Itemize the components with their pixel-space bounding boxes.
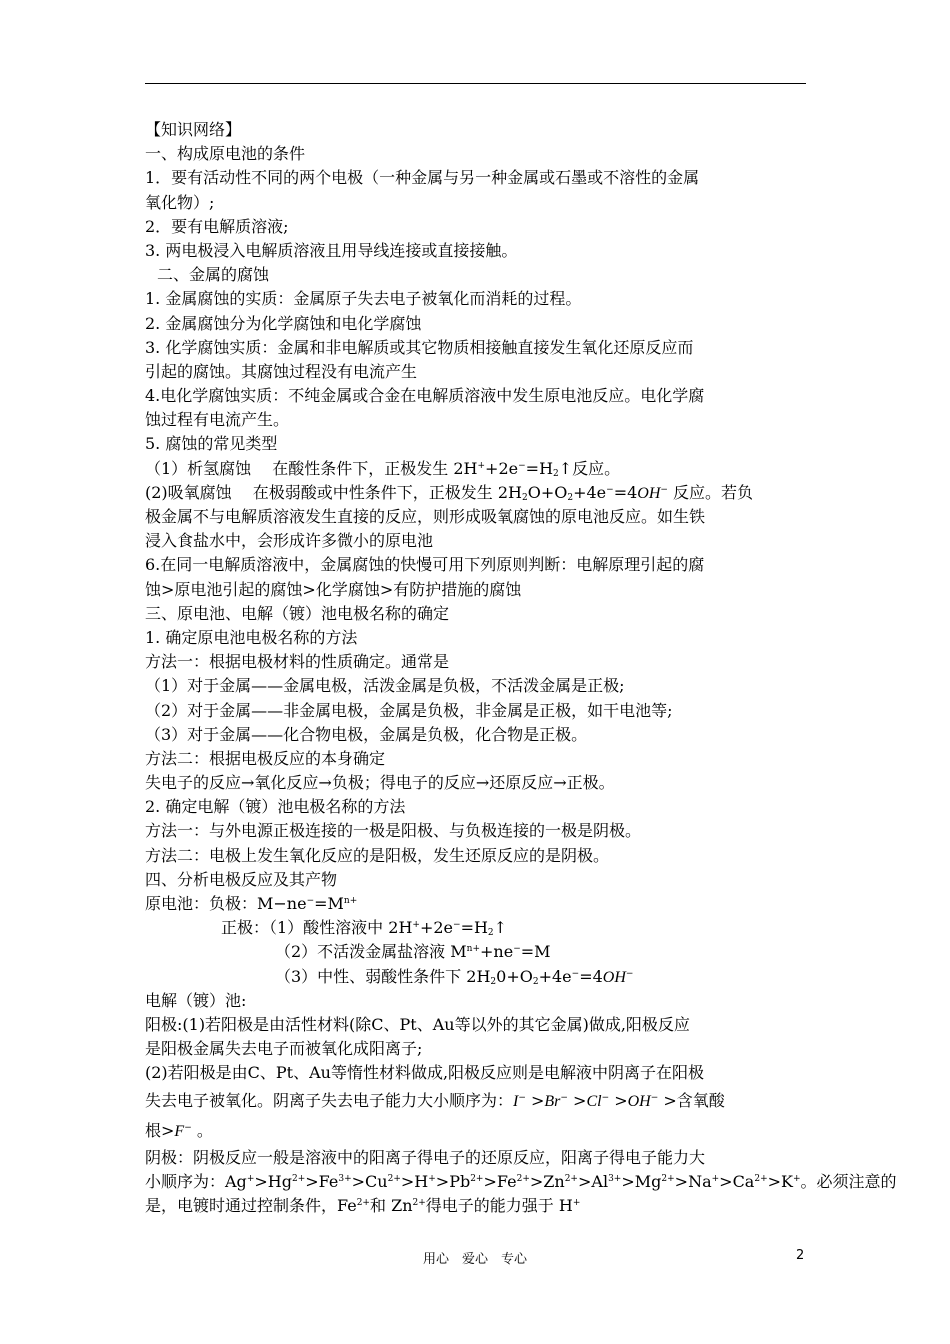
paragraph: (2)若阳极是由C、Pt、Au等惰性材料做成,阳极反应则是电解液中阴离子在阳极 [145,1063,705,1083]
paragraph: 电解（镀）池: [145,990,247,1010]
cation-order-line: 小顺序为：$Ag^+>Hg^{2+}>Fe^{3+}>Cu^{2+}>H^+>Pb^{2+}>Fe^{2+}>Zn^{2+}>Al^{3+}>Mg^{2+}>Na^+>Ca^{2+}>K^+$。必须注意的 [145,1171,897,1191]
oxygen-corrosion-line: (2)吸氧腐蚀 在极弱酸或中性条件下，正极发生 $2H_2O+O_2+4e^-=4OH^-$ 反应。若负 [145,482,754,503]
paragraph: 3. 两电极浸入电解质溶液且用导线连接或直接接触。 [145,240,518,260]
positive-electrode-line-1: 正极：（1）酸性溶液中 $2H^++2e^-=H_2↑$ [221,918,508,939]
paragraph: 5. 腐蚀的常见类型 [145,434,278,454]
paragraph: 阳极:(1)若阳极是由活性材料(除C、Pt、Au等以外的其它金属)做成,阳极反应 [145,1014,690,1034]
positive-electrode-line-2: （2）不活泼金属盐溶液 $M^{n+}+ne^-=M$ [275,942,551,962]
paragraph: 阴极：阴极反应一般是溶液中的阳离子得电子的还原反应，阳离子得电子能力大 [145,1147,706,1167]
paragraph: 4.电化学腐蚀实质：不纯金属或合金在电解质溶液中发生原电池反应。电化学腐 [145,386,705,406]
paragraph: （3）对于金属——化合物电极，金属是负极，化合物是正极。 [145,724,588,744]
section-2-title: 二、金属的腐蚀 [157,265,270,285]
paragraph: 1．要有活动性不同的两个电极（一种金属与另一种金属或石墨或不溶性的金属 [145,168,700,188]
paragraph: 方法二：根据电极反应的本身确定 [145,748,386,768]
paragraph: （1）对于金属——金属电极，活泼金属是负极，不活泼金属是正极; [145,676,625,696]
paragraph: 是阳极金属失去电子而被氧化成阳离子; [145,1039,423,1059]
section-1-title: 一、构成原电池的条件 [145,144,306,164]
page-number: 2 [796,1248,805,1263]
page-footer: 用心 爱心 专心 [422,1252,527,1267]
paragraph: 2．要有电解质溶液; [145,216,289,236]
cathode-note-line: 是，电镀时通过控制条件，$Fe^{2+}$和 $Zn^{2+}$得电子的能力强于 H+ [145,1195,581,1215]
hydrogen-corrosion-line: （1）析氢腐蚀 在酸性条件下，正极发生 $2H^++2e^-=H_2↑$反应。 [145,458,621,479]
paragraph: 极金属不与电解质溶液发生直接的反应，则形成吸氧腐蚀的原电池反应。如生铁 [145,507,706,526]
paragraph: 6.在同一电解质溶液中，金属腐蚀的快慢可用下列原则判断：电解原理引起的腐 [145,555,705,575]
anion-order-line-end: 根>F− 。 [145,1120,213,1140]
paragraph: 1. 金属腐蚀的实质：金属原子失去电子被氧化而消耗的过程。 [145,289,582,309]
paragraph: （2）对于金属——非金属电极，金属是负极，非金属是正极，如干电池等; [145,700,673,720]
paragraph: 氧化物）; [145,192,215,212]
section-3-title: 三、原电池、电解（镀）池电极名称的确定 [145,603,450,623]
paragraph: 1. 确定原电池电极名称的方法 [145,627,358,647]
paragraph: 2. 金属腐蚀分为化学腐蚀和电化学腐蚀 [145,313,422,333]
paragraph: 3. 化学腐蚀实质：金属和非电解质或其它物质相接触直接发生氧化还原反应而 [145,337,694,357]
paragraph: 引起的腐蚀。其腐蚀过程没有电流产生 [145,361,418,381]
paragraph: 蚀过程有电流产生。 [145,410,290,430]
paragraph: 方法二：电极上发生氧化反应的是阳极，发生还原反应的是阴极。 [145,845,610,865]
paragraph: 方法一：根据电极材料的性质确定。通常是 [145,652,450,672]
section-header: 【知识网络】 [145,120,242,139]
positive-electrode-line-3: （3）中性、弱酸性条件下 $2H_20+O_2+4e^-=4OH^-$ [275,966,634,987]
header-rule [145,83,806,84]
paragraph: 方法一：与外电源正极连接的一极是阳极、与负极连接的一极是阴极。 [145,821,642,841]
section-4-title: 四、分析电极反应及其产物 [145,869,338,889]
paragraph: 失电子的反应→氧化反应→负极；得电子的反应→还原反应→正极。 [145,773,615,793]
paragraph: 浸入食盐水中，会形成许多微小的原电池 [145,531,434,551]
document-body [145,118,897,1218]
anion-order-line: 失去电子被氧化。阴离子失去电子能力大小顺序为：I− >Br− >Cl− >OH− >含氧酸 [145,1090,725,1110]
negative-electrode-line: 原电池：负极：$M-ne^-=M^{n+}$ [145,894,358,913]
paragraph: 蚀>原电池引起的腐蚀>化学腐蚀>有防护措施的腐蚀 [145,579,522,599]
paragraph: 2. 确定电解（镀）池电极名称的方法 [145,797,406,817]
